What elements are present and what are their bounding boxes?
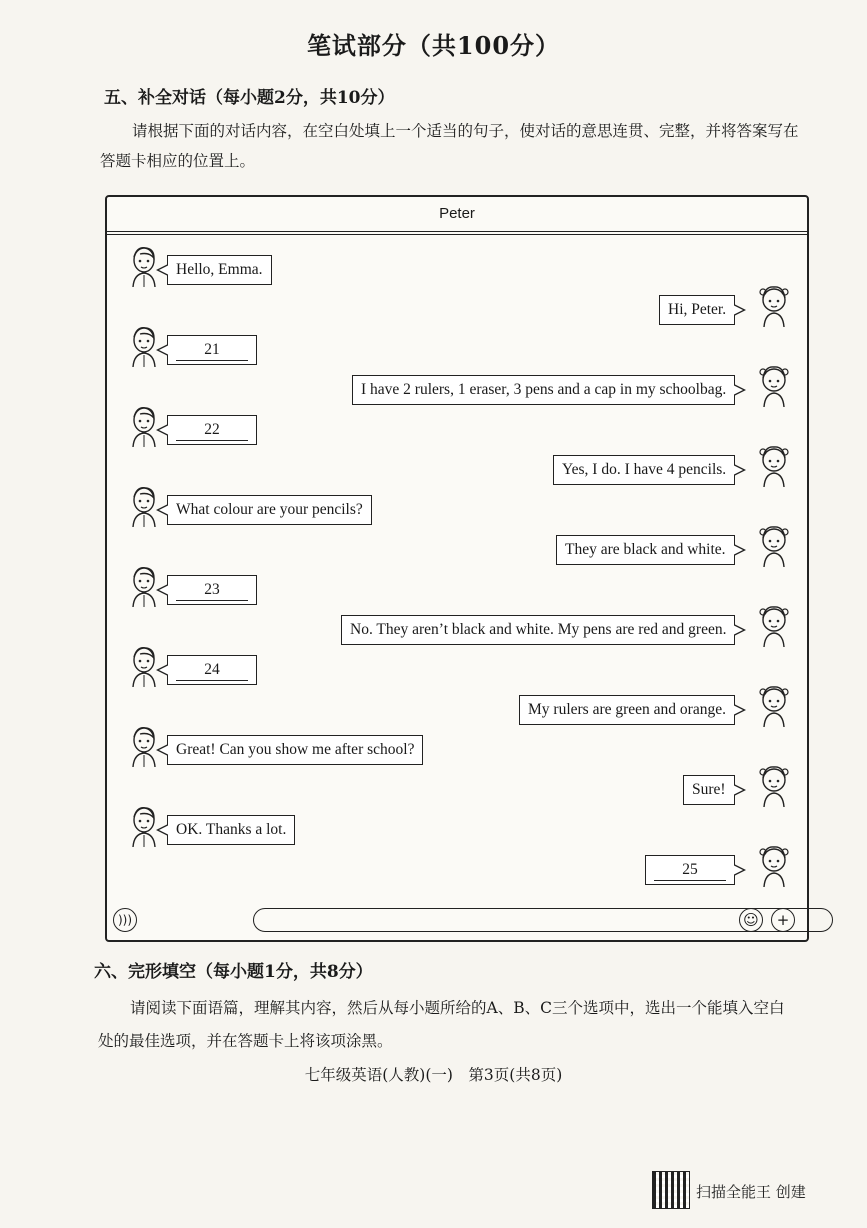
chat-message-emma	[519, 695, 735, 725]
message-text: Yes, I do. I have 4 pencils.	[562, 461, 727, 478]
chat-message-peter	[167, 655, 257, 685]
section-5-heading: 五、补全对话（每小题2分，共10分）	[104, 88, 395, 108]
section-6-instruction-line1: 请阅读下面语篇，理解其内容，然后从每小题所给的A、B、C三个选项中，选出一个能填入空白	[130, 999, 785, 1017]
chat-message-emma	[341, 615, 735, 645]
chat-message-emma	[352, 375, 735, 405]
emma-avatar-icon	[755, 603, 793, 649]
chat-title-divider	[107, 231, 807, 232]
section-5-instruction-line1: 请根据下面的对话内容，在空白处填上一个适当的句子，使对话的意思连贯、完整，并将答案写在	[132, 122, 799, 140]
message-text: Great! Can you show me after school?	[176, 741, 415, 758]
chat-message-emma	[683, 775, 735, 805]
chat-message-peter	[167, 495, 372, 525]
chat-message-peter	[167, 335, 257, 365]
answer-blank[interactable]: 24	[176, 660, 248, 681]
emma-avatar-icon	[755, 283, 793, 329]
emoji-icon[interactable]: ☺	[739, 908, 763, 932]
message-text: What colour are your pencils?	[176, 501, 363, 518]
answer-blank[interactable]: 25	[654, 860, 726, 881]
section-6-heading: 六、完形填空（每小题1分，共8分）	[94, 962, 373, 982]
message-text: Hello, Emma.	[176, 261, 263, 278]
answer-blank[interactable]: 21	[176, 340, 248, 361]
qr-code-icon	[652, 1171, 690, 1209]
chat-message-emma	[645, 855, 735, 885]
message-text: They are black and white.	[565, 541, 726, 558]
chat-message-peter	[167, 255, 272, 285]
emma-avatar-icon	[755, 443, 793, 489]
message-text: Hi, Peter.	[668, 301, 727, 318]
emma-avatar-icon	[755, 763, 793, 809]
voice-icon[interactable]: )))	[113, 908, 137, 932]
scanner-stamp: 扫描全能王 创建	[696, 1183, 806, 1201]
chat-message-emma	[553, 455, 735, 485]
chat-title: Peter	[439, 205, 475, 222]
section-5-instruction-line2: 答题卡相应的位置上。	[100, 152, 256, 170]
message-text: I have 2 rulers, 1 eraser, 3 pens and a cap in my schoolbag.	[361, 381, 727, 398]
chat-message-peter	[167, 415, 257, 445]
chat-message-peter	[167, 735, 423, 765]
chat-message-emma	[556, 535, 735, 565]
emma-avatar-icon	[755, 843, 793, 889]
plus-icon[interactable]: +	[771, 908, 795, 932]
chat-message-emma	[659, 295, 735, 325]
emma-avatar-icon	[755, 523, 793, 569]
answer-blank[interactable]: 22	[176, 420, 248, 441]
emma-avatar-icon	[755, 683, 793, 729]
message-text: OK. Thanks a lot.	[176, 821, 287, 838]
message-text: No. They aren’t black and white. My pens are red and green.	[350, 621, 727, 638]
section-6-instruction-line2: 处的最佳选项，并在答题卡上将该项涂黑。	[98, 1032, 393, 1050]
page-title: 笔试部分（共100分）	[306, 31, 561, 60]
message-text: My rulers are green and orange.	[528, 701, 726, 718]
page-footer: 七年级英语(人教)(一) 第3页(共8页)	[304, 1066, 563, 1084]
chat-window	[105, 195, 809, 942]
emma-avatar-icon	[755, 363, 793, 409]
chat-message-peter	[167, 575, 257, 605]
answer-blank[interactable]: 23	[176, 580, 248, 601]
chat-message-peter	[167, 815, 295, 845]
message-text: Sure!	[692, 781, 726, 798]
chat-title-divider	[107, 234, 807, 235]
